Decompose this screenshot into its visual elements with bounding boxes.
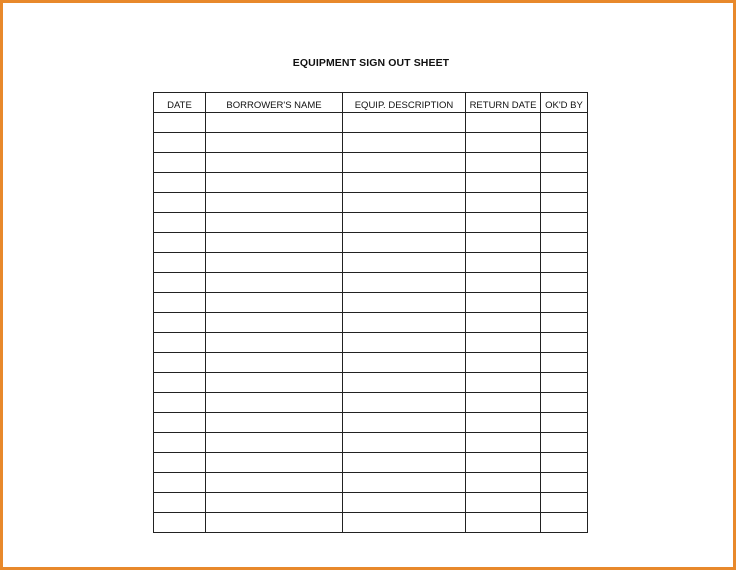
table-cell[interactable]	[206, 113, 343, 133]
column-header-borrowers-name: BORROWER'S NAME	[206, 93, 343, 113]
table-cell[interactable]	[466, 413, 541, 433]
table-cell[interactable]	[206, 373, 343, 393]
table-cell[interactable]	[343, 113, 466, 133]
table-row	[154, 313, 588, 333]
table-row	[154, 413, 588, 433]
table-cell[interactable]	[154, 173, 206, 193]
table-row	[154, 233, 588, 253]
table-cell[interactable]	[206, 213, 343, 233]
table-cell[interactable]	[206, 433, 343, 453]
table-cell[interactable]	[466, 473, 541, 493]
table-cell[interactable]	[466, 113, 541, 133]
table-cell[interactable]	[541, 513, 588, 533]
table-cell[interactable]	[466, 353, 541, 373]
table-cell[interactable]	[206, 313, 343, 333]
table-cell[interactable]	[343, 373, 466, 393]
table-row	[154, 333, 588, 353]
table-cell[interactable]	[466, 453, 541, 473]
table-cell[interactable]	[154, 393, 206, 413]
table-cell[interactable]	[466, 133, 541, 153]
table-cell[interactable]	[541, 373, 588, 393]
table-body	[154, 113, 588, 533]
table-row	[154, 293, 588, 313]
table-cell[interactable]	[154, 373, 206, 393]
table-cell[interactable]	[343, 453, 466, 473]
table-cell[interactable]	[343, 233, 466, 253]
table-cell[interactable]	[154, 453, 206, 473]
table-cell[interactable]	[206, 193, 343, 213]
table-cell[interactable]	[541, 273, 588, 293]
table-cell[interactable]	[154, 273, 206, 293]
table-row	[154, 113, 588, 133]
table-row	[154, 133, 588, 153]
table-cell[interactable]	[466, 293, 541, 313]
table-cell[interactable]	[343, 393, 466, 413]
table-cell[interactable]	[154, 193, 206, 213]
table-row	[154, 513, 588, 533]
table-cell[interactable]	[541, 413, 588, 433]
table-cell[interactable]	[343, 273, 466, 293]
table-cell[interactable]	[343, 193, 466, 213]
table-cell[interactable]	[154, 113, 206, 133]
table-cell[interactable]	[541, 193, 588, 213]
table-cell[interactable]	[154, 253, 206, 273]
table-cell[interactable]	[466, 393, 541, 413]
table-cell[interactable]	[541, 173, 588, 193]
table-cell[interactable]	[466, 153, 541, 173]
table-row	[154, 273, 588, 293]
column-header-equip-description: EQUIP. DESCRIPTION	[343, 93, 466, 113]
table-cell[interactable]	[466, 253, 541, 273]
table-cell[interactable]	[206, 133, 343, 153]
table-cell[interactable]	[154, 473, 206, 493]
table-row	[154, 373, 588, 393]
table-cell[interactable]	[466, 513, 541, 533]
table-cell[interactable]	[541, 253, 588, 273]
table-cell[interactable]	[466, 273, 541, 293]
table-cell[interactable]	[154, 433, 206, 453]
table-row	[154, 213, 588, 233]
table-cell[interactable]	[206, 333, 343, 353]
table-cell[interactable]	[343, 173, 466, 193]
table-cell[interactable]	[154, 513, 206, 533]
table-cell[interactable]	[343, 353, 466, 373]
table-row	[154, 473, 588, 493]
table-row	[154, 253, 588, 273]
table-cell[interactable]	[466, 233, 541, 253]
table-cell[interactable]	[343, 413, 466, 433]
table-cell[interactable]	[541, 473, 588, 493]
table-cell[interactable]	[541, 133, 588, 153]
table-cell[interactable]	[541, 353, 588, 373]
table-cell[interactable]	[154, 133, 206, 153]
table-row	[154, 173, 588, 193]
table-cell[interactable]	[206, 493, 343, 513]
table-cell[interactable]	[154, 333, 206, 353]
table-cell[interactable]	[206, 413, 343, 433]
table-cell[interactable]	[343, 133, 466, 153]
table-cell[interactable]	[466, 373, 541, 393]
table-cell[interactable]	[466, 173, 541, 193]
table-cell[interactable]	[466, 433, 541, 453]
table-cell[interactable]	[154, 413, 206, 433]
table-cell[interactable]	[154, 353, 206, 373]
header-row	[154, 93, 588, 113]
table-cell[interactable]	[154, 153, 206, 173]
table-cell[interactable]	[206, 453, 343, 473]
table-cell[interactable]	[206, 293, 343, 313]
table-cell[interactable]	[154, 493, 206, 513]
table-cell[interactable]	[343, 333, 466, 353]
table-cell[interactable]	[541, 313, 588, 333]
table-row	[154, 193, 588, 213]
table-cell[interactable]	[541, 153, 588, 173]
table-cell[interactable]	[154, 293, 206, 313]
table-cell[interactable]	[343, 153, 466, 173]
table-cell[interactable]	[206, 353, 343, 373]
table-cell[interactable]	[541, 433, 588, 453]
table-cell[interactable]	[541, 333, 588, 353]
table-row	[154, 353, 588, 373]
table-cell[interactable]	[466, 313, 541, 333]
table-cell[interactable]	[343, 313, 466, 333]
column-header-okd-by: OK'D BY	[541, 93, 588, 113]
table-cell[interactable]	[154, 313, 206, 333]
table-cell[interactable]	[206, 513, 343, 533]
table-cell[interactable]	[206, 233, 343, 253]
table-row	[154, 493, 588, 513]
table-row	[154, 453, 588, 473]
table-cell[interactable]	[206, 253, 343, 273]
column-header-date: DATE	[154, 93, 206, 113]
table-cell[interactable]	[206, 173, 343, 193]
table-cell[interactable]	[343, 213, 466, 233]
table-cell[interactable]	[206, 153, 343, 173]
table-cell[interactable]	[466, 213, 541, 233]
table-cell[interactable]	[541, 453, 588, 473]
table-row	[154, 153, 588, 173]
table-cell[interactable]	[541, 393, 588, 413]
sheet-title: EQUIPMENT SIGN OUT SHEET	[292, 57, 450, 69]
table-cell[interactable]	[541, 113, 588, 133]
sign-out-table	[153, 92, 588, 533]
table-cell[interactable]	[466, 193, 541, 213]
table-cell[interactable]	[343, 253, 466, 273]
table-cell[interactable]	[343, 473, 466, 493]
table-cell[interactable]	[206, 273, 343, 293]
table-cell[interactable]	[541, 293, 588, 313]
table-cell[interactable]	[541, 213, 588, 233]
table-cell[interactable]	[343, 433, 466, 453]
table-cell[interactable]	[466, 333, 541, 353]
table-cell[interactable]	[541, 493, 588, 513]
table-row	[154, 433, 588, 453]
table-cell[interactable]	[466, 493, 541, 513]
table-cell[interactable]	[343, 293, 466, 313]
table-cell[interactable]	[343, 493, 466, 513]
table-cell[interactable]	[541, 233, 588, 253]
table-cell[interactable]	[206, 473, 343, 493]
table-cell[interactable]	[206, 393, 343, 413]
table-cell[interactable]	[343, 513, 466, 533]
table-row	[154, 393, 588, 413]
table-cell[interactable]	[154, 233, 206, 253]
table-cell[interactable]	[154, 213, 206, 233]
column-header-return-date: RETURN DATE	[466, 93, 541, 113]
